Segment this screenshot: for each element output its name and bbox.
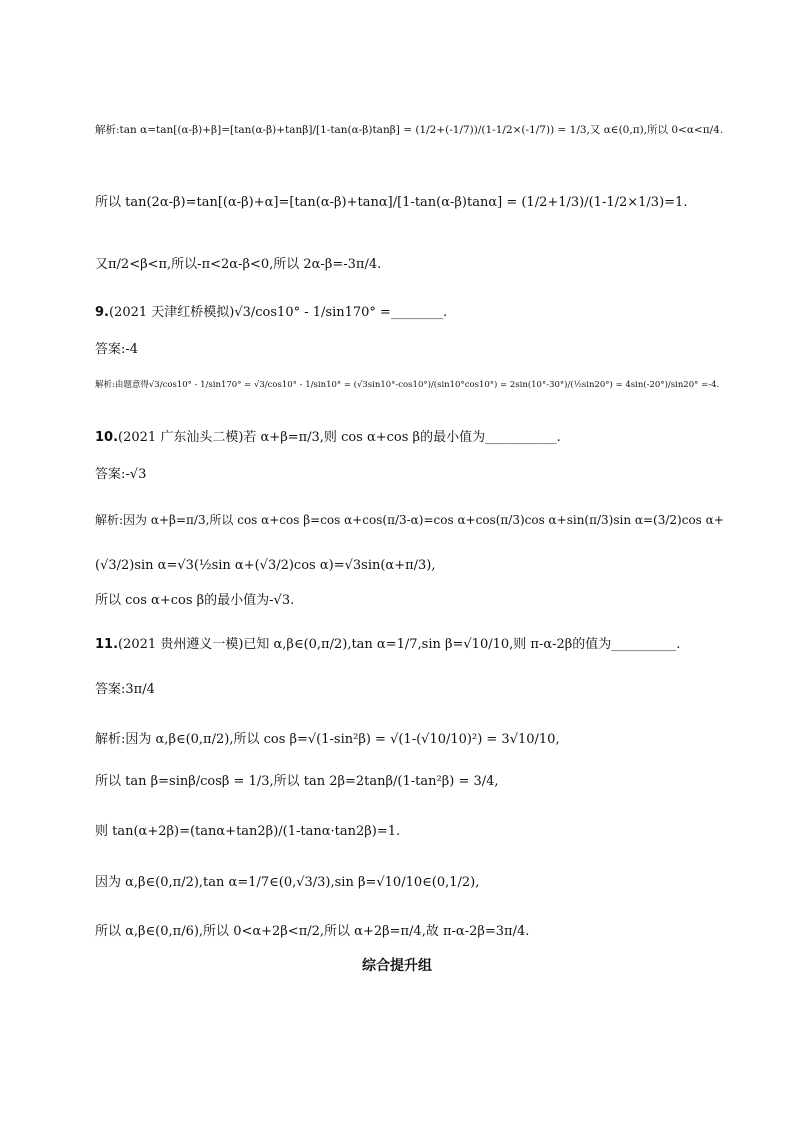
line-text: :因为 α,β∈(0,π/2),所以 cos β=√(1-sin²β) = √(1-(√10/10)²) = 3√10/10, <box>121 732 560 747</box>
question-9 <box>95 303 734 323</box>
question-number: 9. <box>95 305 109 320</box>
question-number: 10. <box>95 430 119 445</box>
line-3 <box>95 255 734 275</box>
answer-label: 答案 <box>95 682 122 697</box>
line-analysis-11-2 <box>95 772 734 792</box>
line-text: 所以 tan(2α-β)=tan[(α-β)+α]=[tan(α-β)+tanα]/[1-tan(α-β)tanα] = (1/2+1/3)/(1-1/2×1/3)=1. <box>95 195 688 210</box>
section-title: 综合提升组 <box>362 958 432 974</box>
answer-value: :-4 <box>121 342 139 357</box>
analysis-9 <box>95 375 734 395</box>
line-2 <box>95 193 734 213</box>
analysis-10 <box>95 510 734 530</box>
answer-value: :-√3 <box>121 467 147 482</box>
answer-label: 答案 <box>95 342 122 357</box>
line-text: 所以 α,β∈(0,π/6),所以 0<α+2β<π/2,所以 α+2β=π/4,故 π-α-2β=3π/4. <box>95 924 530 939</box>
question-text: (2021 天津红桥模拟)√3/cos10° - 1/sin170° =________. <box>108 305 448 320</box>
analysis-label: 解析 <box>95 732 122 747</box>
analysis-label: 解析 <box>95 124 116 136</box>
line-analysis-10-cont <box>95 556 734 576</box>
analysis-label: 解析 <box>95 513 120 527</box>
question-10 <box>95 428 734 448</box>
answer-9 <box>95 340 734 360</box>
question-number: 11. <box>95 637 119 652</box>
line-text: 则 tan(α+2β)=(tanα+tan2β)/(1-tanα·tan2β)=1. <box>95 824 401 839</box>
question-text: (2021 贵州遵义一模)已知 α,β∈(0,π/2),tan α=1/7,sin β=√10/10,则 π-α-2β的值为__________. <box>118 637 681 652</box>
line-text: 因为 α,β∈(0,π/2),tan α=1/7∈(0,√3/3),sin β=√10/10∈(0,1/2), <box>95 875 480 890</box>
analysis-label: 解析 <box>95 380 113 390</box>
line-text: :由题意得√3/cos10° - 1/sin170° = √3/cos10° - 1/sin10° = (√3sin10°-cos10°)/(sin10°cos10°) = 2sin(10°-30°)/(½sin20°) = 4sin(-20°)/sin20° =-4. <box>112 380 720 390</box>
line-text: 所以 tan β=sinβ/cosβ = 1/3,所以 tan 2β=2tanβ/(1-tan²β) = 3/4, <box>95 774 499 789</box>
line-text: (√3/2)sin α=√3(½sin α+(√3/2)cos α)=√3sin(α+π/3), <box>95 558 436 573</box>
question-11 <box>95 635 734 655</box>
line-analysis-11-4 <box>95 873 734 893</box>
line-text: 所以 cos α+cos β的最小值为-√3. <box>95 593 295 608</box>
line-text: :因为 α+β=π/3,所以 cos α+cos β=cos α+cos(π/3-α)=cos α+cos(π/3)cos α+sin(π/3)sin α=(3/2)cos α+ <box>119 513 724 527</box>
answer-label: 答案 <box>95 467 122 482</box>
line-analysis-11-5 <box>95 922 734 942</box>
line-1 <box>95 120 734 140</box>
line-analysis-11-3 <box>95 822 734 842</box>
line-analysis-10-end <box>95 591 734 611</box>
answer-10 <box>95 465 734 485</box>
question-text: (2021 广东汕头二模)若 α+β=π/3,则 cos α+cos β的最小值为___________. <box>118 430 561 445</box>
answer-11 <box>95 680 734 700</box>
line-text: 又π/2<β<π,所以-π<2α-β<0,所以 2α-β=-3π/4. <box>95 257 382 272</box>
analysis-11 <box>95 730 734 750</box>
line-text: :tan α=tan[(α-β)+β]=[tan(α-β)+tanβ]/[1-tan(α-β)tanβ] = (1/2+(-1/7))/(1-1/2×(-1/7)) = 1/3,又 α∈(0,π),所以 0<α<π/4. <box>116 124 724 136</box>
answer-value: :3π/4 <box>121 682 155 697</box>
